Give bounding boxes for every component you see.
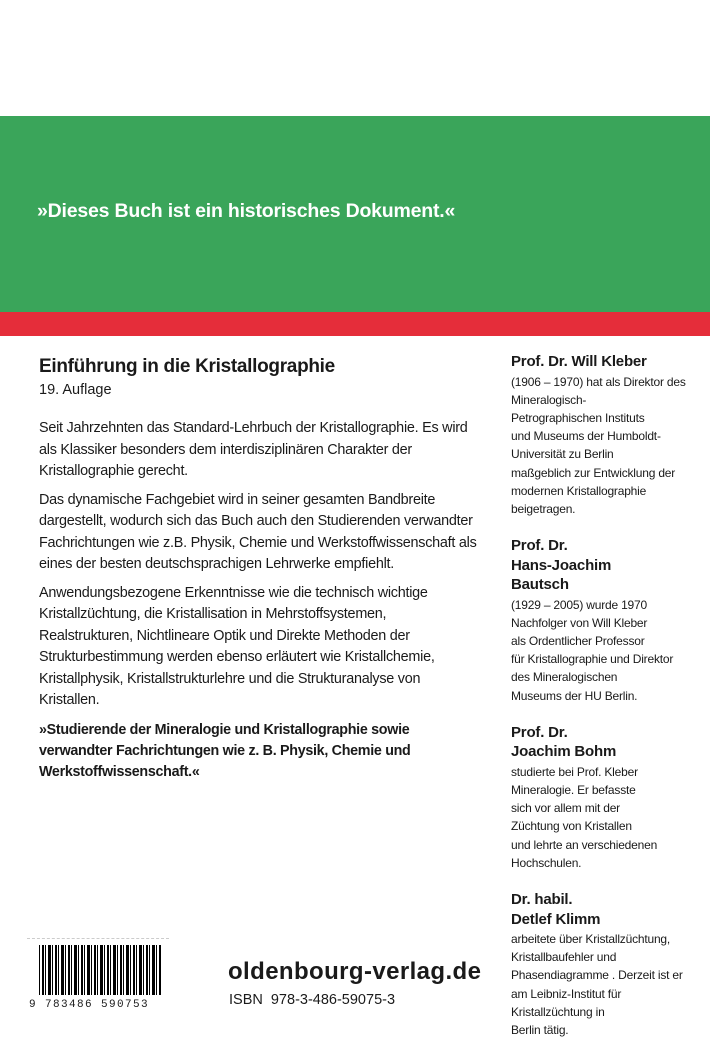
author-name: Dr. habil. Detlef Klimm — [511, 891, 601, 928]
author-bio: arbeitete über Kristallzüchtung, Kristallbaufehler und Phasendiagramme . Derzeit ist er am Leibniz-Institut für Kristallzüchtung in Berlin tätig. — [511, 932, 683, 1038]
barcode-digits: 9 783486 590753 — [29, 999, 150, 1011]
author-column — [511, 352, 686, 1057]
author-bio: (1906 – 1970) hat als Direktor des Mineralogisch- Petrographischen Instituts und Museums der Humboldt-Universität zu Berlin maßgeblich zur Entwicklung der modernen Kristallographie beigetragen. — [511, 374, 686, 516]
description-paragraph: Anwendungsbezogene Erkenntnisse wie die technisch wichtige Kristallzüchtung, die Kristallisation in Mehrstoffsystemen, Realstrukturen, Nichtlineare Optik und Direkte Methoden der Strukturbestimmung werden ebenso erläutert wie Kristallchemie, Kristallphysik, Kristallstrukturlehre und die Strukturanalyse von Kristallen. — [39, 584, 435, 708]
author-entry — [511, 352, 686, 518]
author-bio: (1929 – 2005) wurde 1970 Nachfolger von Will Kleber als Ordentlicher Professor für Kristallographie und Direktor des Mineralogischen Museums der HU Berlin. — [511, 597, 674, 703]
banner-quote: »Dieses Buch ist ein historisches Dokument.« — [37, 200, 456, 222]
book-description — [39, 356, 479, 712]
barcode-bars — [39, 945, 161, 995]
author-bio: studierte bei Prof. Kleber Mineralogie. Er befasste sich vor allem mit der Züchtung von Kristallen und lehrte an verschiedenen Hochschulen. — [511, 764, 658, 870]
author-name: Prof. Dr. Will Kleber — [511, 353, 647, 370]
isbn-label: ISBN 978-3-486-59075-3 — [229, 992, 396, 1008]
red-stripe — [0, 312, 710, 336]
author-entry — [511, 890, 686, 1039]
description-paragraph: Das dynamische Fachgebiet wird in seiner gesamten Bandbreite dargestellt, wodurch sich das Buch auch den Studierenden verwandter Fachrichtungen wie z.B. Physik, Chemie und Werkstoffwissenschaft als eines der besten deutschsprachigen Lehrwerke empfiehlt. — [39, 491, 477, 572]
author-entry — [511, 536, 686, 705]
edition-label: 19. Auflage — [39, 382, 112, 398]
author-name: Prof. Dr. Joachim Bohm — [511, 723, 617, 761]
publisher-url: oldenbourg-verlag.de — [228, 958, 482, 985]
author-entry — [511, 723, 686, 872]
author-name: Prof. Dr. Hans-Joachim Bautsch — [511, 537, 612, 594]
target-audience-quote: »Studierende der Mineralogie und Kristallographie sowie verwandter Fachrichtungen wie z. B. Physik, Chemie und Werkstoffwissenschaft.« — [39, 722, 411, 780]
barcode — [27, 938, 169, 1013]
description-paragraph: Seit Jahrzehnten das Standard-Lehrbuch der Kristallographie. Es wird als Klassiker besonders dem interdisziplinären Charakter der Kristallographie gerecht. — [39, 420, 468, 479]
book-title: Einführung in die Kristallographie — [39, 356, 335, 377]
